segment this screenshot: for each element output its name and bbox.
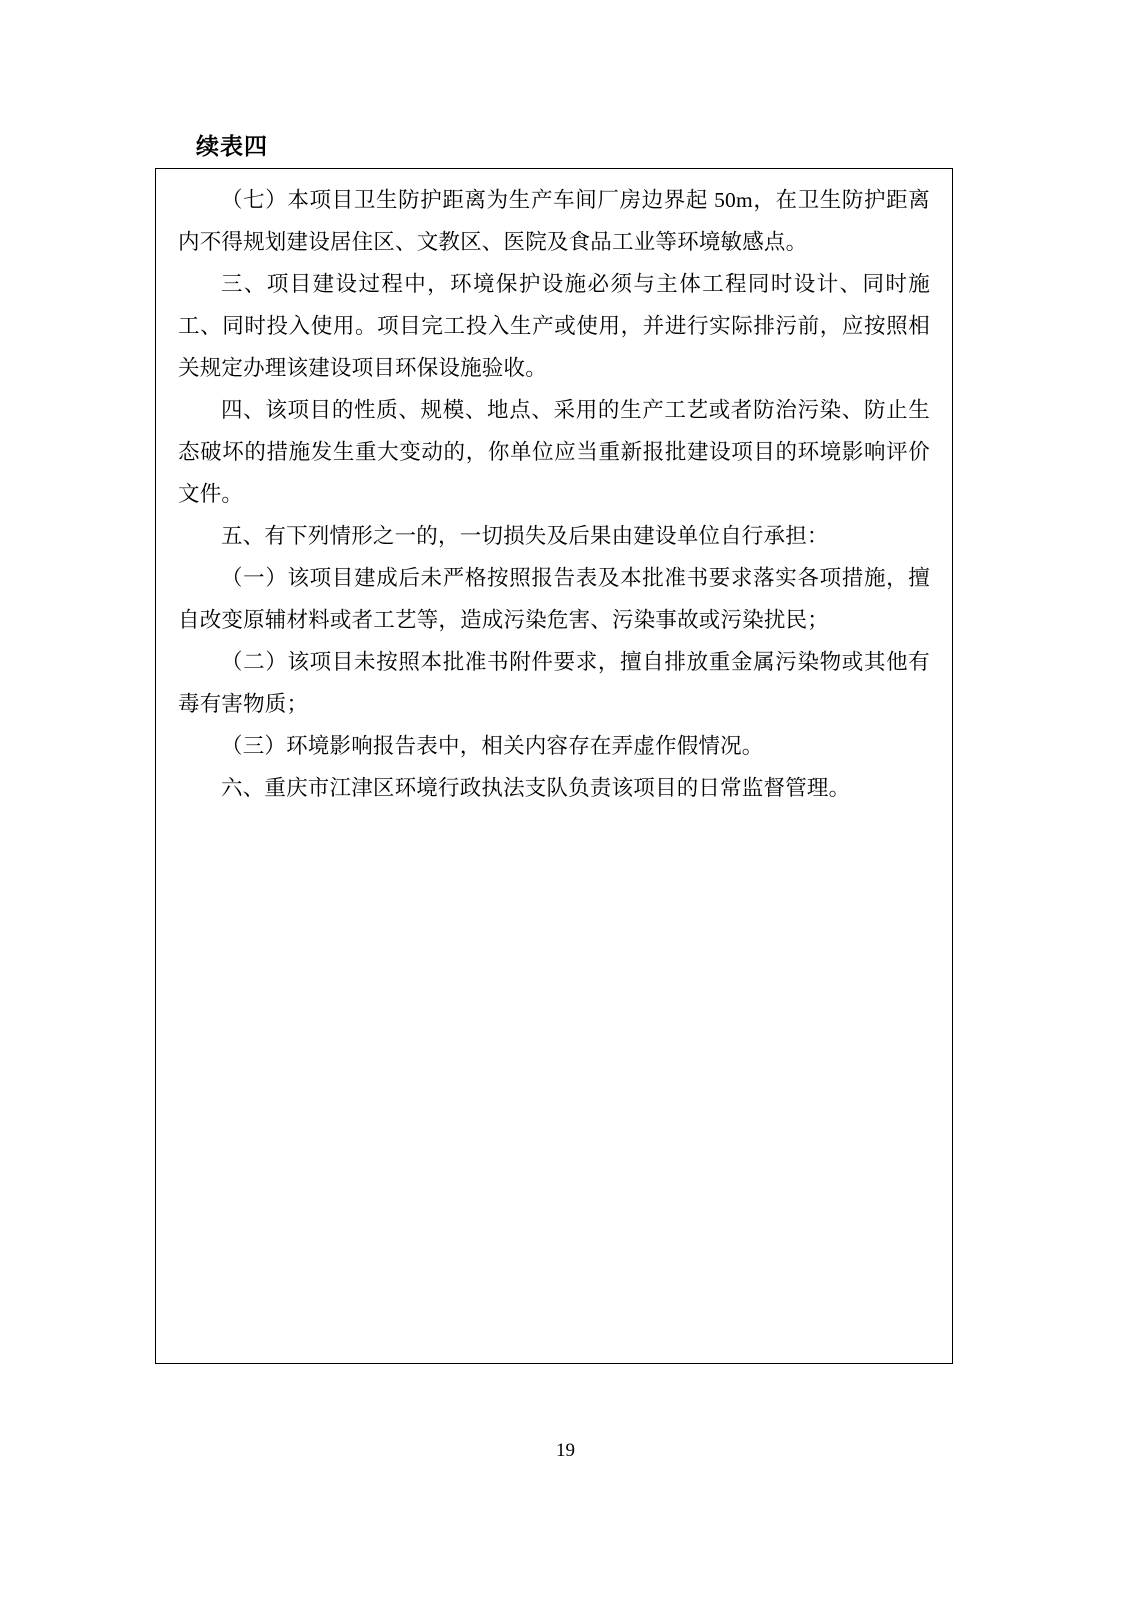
paragraph-8: 六、重庆市江津区环境行政执法支队负责该项目的日常监督管理。 — [221, 776, 851, 800]
page-number: 19 — [556, 1440, 575, 1461]
paragraph-6: （二）该项目未按照本批准书附件要求，擅自排放重金属污染物或其他有毒有害物质； — [178, 650, 930, 716]
paragraph-1: （七）本项目卫生防护距离为生产车间厂房边界起 50m，在卫生防护距离内不得规划建设居住区、文教区、医院及食品工业等环境敏感点。 — [178, 188, 930, 254]
paragraph-3: 四、该项目的性质、规模、地点、采用的生产工艺或者防治污染、防止生态破坏的措施发生重大变动的，你单位应当重新报批建设项目的环境影响评价文件。 — [178, 398, 930, 506]
paragraph-4: 五、有下列情形之一的，一切损失及后果由建设单位自行承担： — [221, 524, 829, 548]
content-table — [155, 168, 953, 1364]
paragraph-5: （一）该项目建成后未严格按照报告表及本批准书要求落实各项措施，擅自改变原辅材料或者工艺等，造成污染危害、污染事故或污染扰民； — [178, 566, 930, 632]
paragraph-2: 三、项目建设过程中，环境保护设施必须与主体工程同时设计、同时施工、同时投入使用。项目完工投入生产或使用，并进行实际排污前，应按照相关规定办理该建设项目环保设施验收。 — [178, 272, 930, 380]
page-title: 续表四 — [196, 133, 268, 159]
paragraph-7: （三）环境影响报告表中，相关内容存在弄虚作假情况。 — [221, 734, 764, 758]
content-cell — [156, 169, 952, 1363]
